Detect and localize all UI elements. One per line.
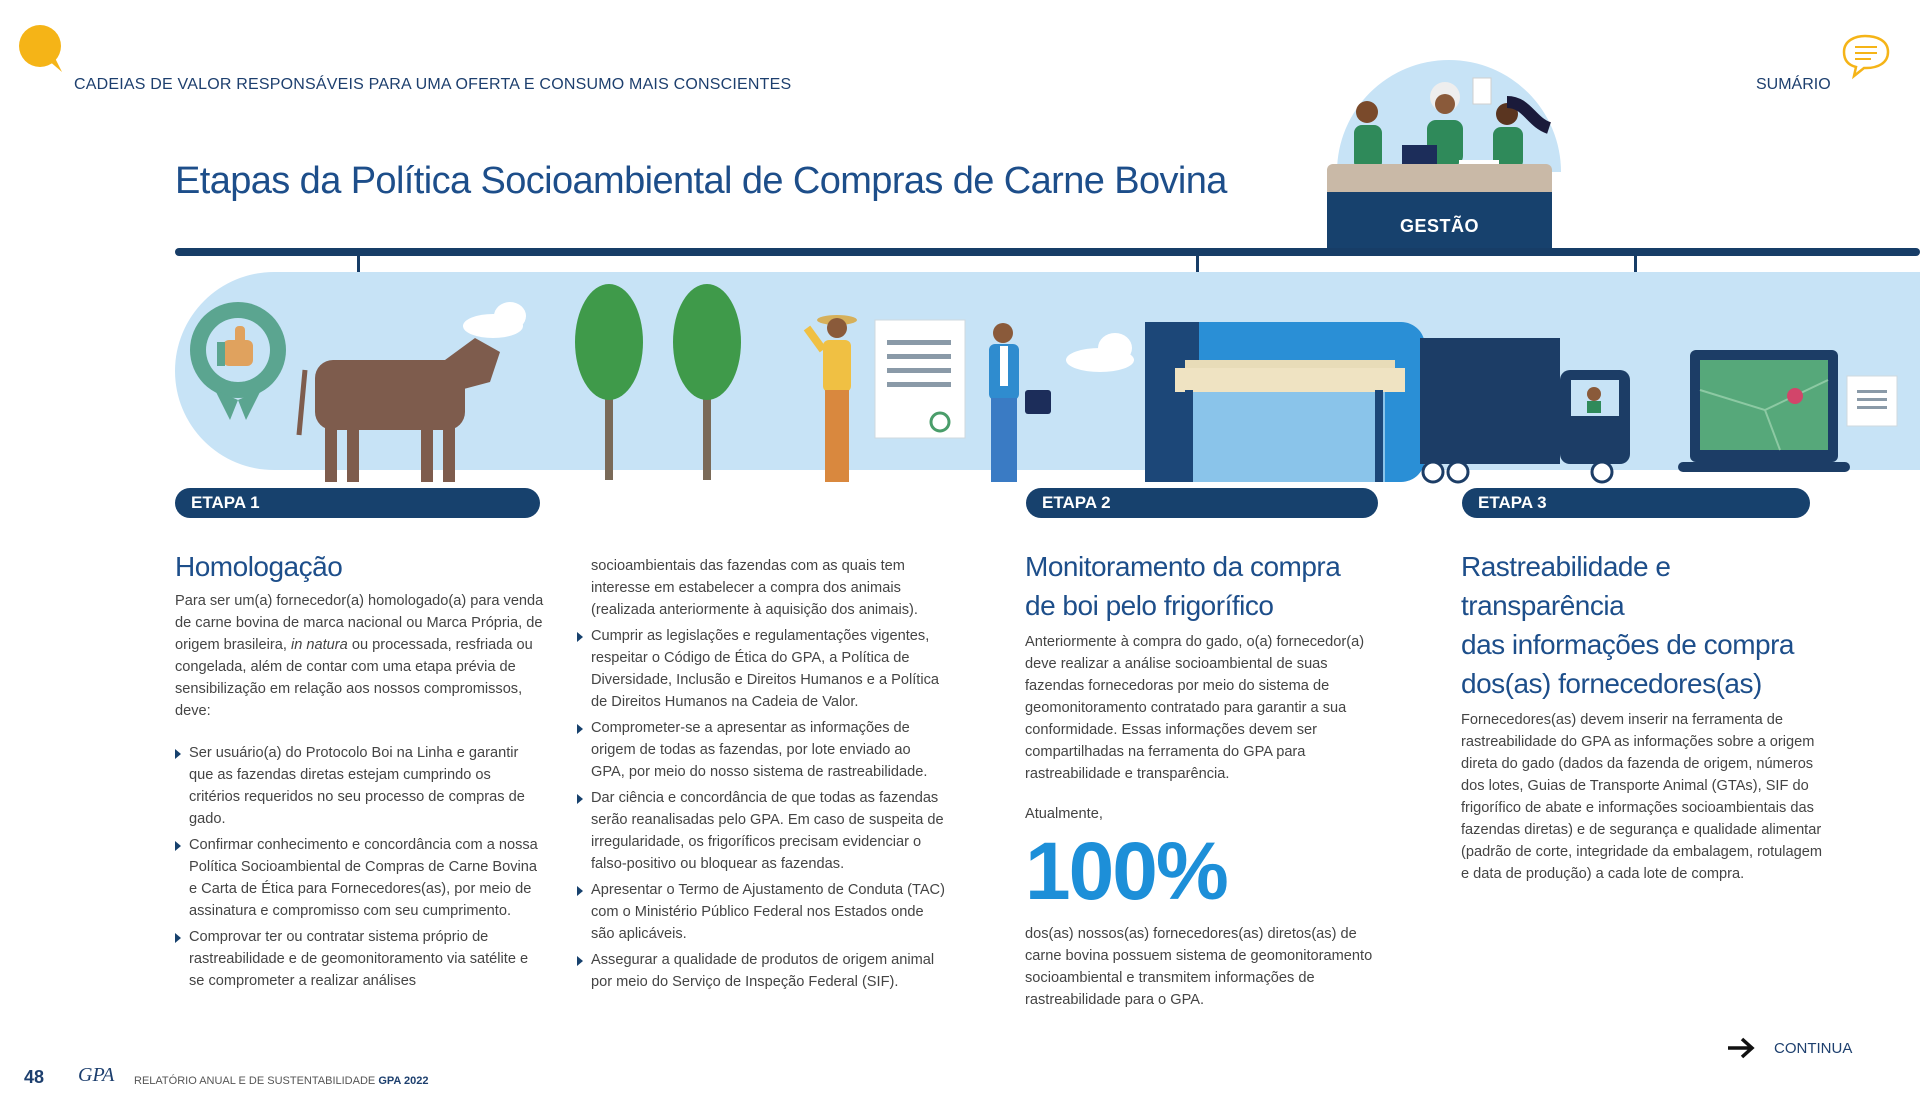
monitoramento-text: Anteriormente à compra do gado, o(a) fornecedor(a) deve realizar a análise socioambiental de suas fazendas fornecedoras por meio do sistema de geomonitoramento contratado para garantir a sua conformidade. Essas informações devem ser compartilhadas na ferramenta do GPA para rastreabilidade e transparência. xyxy=(1025,634,1365,782)
gestao-label: GESTÃO xyxy=(1399,216,1479,236)
list-item: Ser usuário(a) do Protocolo Boi na Linha e garantir que as fazendas diretas estejam cumprindo os critérios requeridos no seu processo de compras de gado. xyxy=(175,742,545,830)
stat-description: dos(as) nossos(as) fornecedores(as) diretos(as) de carne bovina possuem sistema de geomonitoramento socioambiental e transmitem informações de rastreabilidade para o GPA. xyxy=(1025,926,1373,1008)
truck-icon xyxy=(1420,338,1630,482)
page-title: Etapas da Política Socioambiental de Compras de Carne Bovina xyxy=(175,160,1227,202)
supply-chain-illustration xyxy=(175,260,1920,485)
certificate-document-icon xyxy=(875,320,965,438)
etapa-2-title-line2: de boi pelo frigorífico xyxy=(1025,590,1274,621)
continuation-text: socioambientais das fazendas com as quais tem interesse em estabelecer a compra dos animais (realizada anteriormente à aquisição dos animais). xyxy=(591,558,918,618)
page-number: 48 xyxy=(24,1067,45,1087)
etapa-3-title-line2: das informações de compra xyxy=(1461,629,1795,660)
column-rastreabilidade xyxy=(1461,547,1826,885)
tree-icon xyxy=(673,284,741,480)
sumario-link[interactable]: SUMÁRIO xyxy=(1756,76,1831,93)
column-homologacao xyxy=(175,547,545,996)
cloud-icon xyxy=(463,302,526,338)
speech-bubble-icon xyxy=(18,24,64,74)
list-item: Cumprir as legislações e regulamentações vigentes, respeitar o Código de Ética do GPA, a Política de Diversidade, Inclusão e Direitos Humanos e a Política de Direitos Humanos na Cadeia de Valor. xyxy=(577,625,947,713)
list-item: Dar ciência e concordância de que todas as fazendas serão reanalisadas pelo GPA. Em caso de suspeita de irregularidade, os frigoríficos precisam evidenciar o falso-positivo ou bloquear as fazendas. xyxy=(577,787,947,875)
list-item: Confirmar conhecimento e concordância com a nossa Política Socioambiental de Compras de Carne Bovina e Carta de Ética para Fornecedores(as), por meio de assinatura e compromisso com seu cumprimento. xyxy=(175,834,545,922)
homologacao-list xyxy=(175,742,545,992)
etapa-2-badge: ETAPA 2 xyxy=(1026,488,1378,518)
etapa-1-title: Homologação xyxy=(175,551,343,582)
arrow-right-icon[interactable] xyxy=(1726,1036,1758,1060)
column-monitoramento xyxy=(1025,547,1385,1011)
etapa-2-title-line1: Monitoramento da compra xyxy=(1025,551,1341,582)
summary-menu-icon[interactable] xyxy=(1838,32,1892,80)
etapa-3-badge: ETAPA 3 xyxy=(1462,488,1810,518)
businessman-icon xyxy=(989,323,1051,482)
list-item: Comprometer-se a apresentar as informações de origem de todas as fazendas, por lote enviado ao GPA, por meio do nosso sistema de rastreabilidade. xyxy=(577,717,947,783)
list-item: Apresentar o Termo de Ajustamento de Conduta (TAC) com o Ministério Público Federal nos Estados onde são aplicáveis. xyxy=(577,879,947,945)
cloud-icon xyxy=(1066,333,1134,372)
list-item: Assegurar a qualidade de produtos de origem animal por meio do Serviço de Inspeção Federal (SIF). xyxy=(577,949,947,993)
etapa-1-badge: ETAPA 1 xyxy=(175,488,540,518)
etapa-3-title-line1: Rastreabilidade e transparência xyxy=(1461,551,1671,621)
column-homologacao-continued xyxy=(577,555,947,997)
cow-icon xyxy=(299,338,500,482)
approval-rosette-icon xyxy=(190,302,286,420)
section-title: CADEIAS DE VALOR RESPONSÁVEIS PARA UMA OFERTA E CONSUMO MAIS CONSCIENTES xyxy=(74,76,792,93)
homologacao-list-continued xyxy=(577,625,947,993)
big-stat: 100% xyxy=(1025,826,1227,917)
etapa-3-title-line3: dos(as) fornecedores(as) xyxy=(1461,668,1762,699)
rastreabilidade-text: Fornecedores(as) devem inserir na ferramenta de rastreabilidade do GPA as informações sobre a origem direta do gado (dados da fazenda de origem, números dos lotes, Guias de Transporte Animal (GTAs), SIF do frigorífico de abate e informações socioambientais das fazendas diretas) e de segurança e qualidade alimentar (padrão de corte, integridade da embalagem, rotulagem e data de produção) a cada lote de compra. xyxy=(1461,712,1823,882)
laptop-map-icon xyxy=(1678,350,1897,472)
slaughterhouse-icon xyxy=(1145,322,1425,482)
homologacao-intro: Para ser um(a) fornecedor(a) homologado(a) para venda de carne bovina de marca nacional ou Marca Própria, de origem brasileira, in natura ou processada, resfriada ou congelada, além de contar com uma etapa prévia de sensibilização em relação aos nossos compromissos, deve: xyxy=(175,593,544,719)
atualmente-label: Atualmente, xyxy=(1025,806,1103,822)
continue-link[interactable]: CONTINUA xyxy=(1774,1040,1853,1057)
tree-icon xyxy=(575,284,643,480)
timeline-axis xyxy=(175,248,1920,256)
gpa-logo: GPA xyxy=(78,1064,115,1086)
report-name: RELATÓRIO ANUAL E DE SUSTENTABILIDADE GPA 2022 xyxy=(134,1075,429,1087)
farmer-icon xyxy=(807,315,857,482)
list-item: Comprovar ter ou contratar sistema próprio de rastreabilidade e de geomonitoramento via satélite e se comprometer a realizar análises xyxy=(175,926,545,992)
